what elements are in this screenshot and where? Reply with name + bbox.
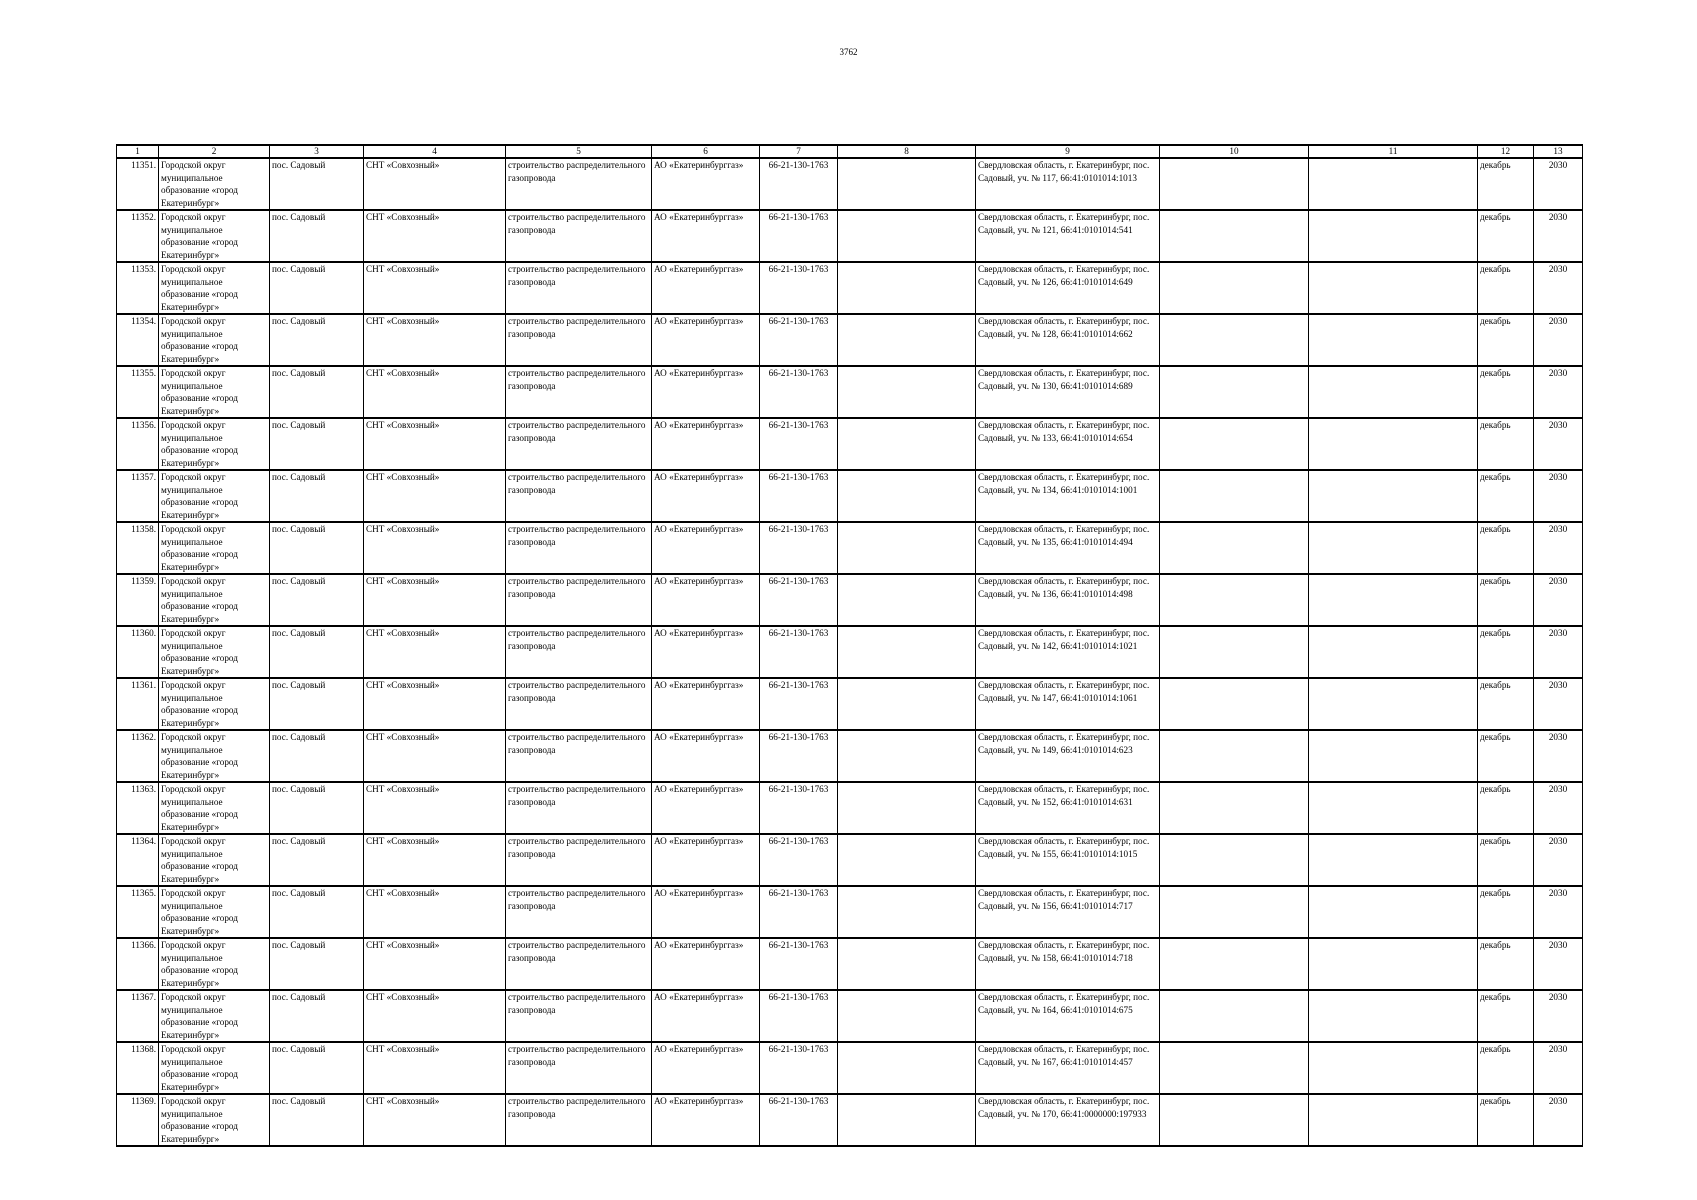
program-code-cell: 66-21-130-1763	[760, 418, 838, 470]
table-row	[117, 262, 1583, 314]
registry-table	[116, 144, 1583, 1147]
column-header: 12	[1478, 145, 1534, 158]
organization-cell: АО «Екатеринбурггаз»	[652, 1042, 760, 1094]
column-8-cell	[838, 782, 976, 834]
work-type-cell: строительство распределительного газопровода	[506, 470, 652, 522]
year-cell: 2030	[1534, 834, 1583, 886]
column-8-cell	[838, 730, 976, 782]
row-number-cell: 11360.	[117, 626, 159, 678]
month-cell: декабрь	[1478, 730, 1534, 782]
row-number-cell: 11357.	[117, 470, 159, 522]
year-cell: 2030	[1534, 366, 1583, 418]
month-cell: декабрь	[1478, 418, 1534, 470]
year-cell: 2030	[1534, 990, 1583, 1042]
column-10-cell	[1160, 990, 1309, 1042]
year-cell: 2030	[1534, 470, 1583, 522]
column-10-cell	[1160, 158, 1309, 210]
year-cell: 2030	[1534, 782, 1583, 834]
row-number-cell: 11354.	[117, 314, 159, 366]
row-number-cell: 11352.	[117, 210, 159, 262]
column-header: 8	[838, 145, 976, 158]
object-cell: СНТ «Совхозный»	[364, 470, 506, 522]
object-cell: СНТ «Совхозный»	[364, 990, 506, 1042]
program-code-cell: 66-21-130-1763	[760, 938, 838, 990]
program-code-cell: 66-21-130-1763	[760, 470, 838, 522]
municipality-cell: Городской округ муниципальное образование «город Екатеринбург»	[159, 366, 270, 418]
column-8-cell	[838, 418, 976, 470]
settlement-cell: пос. Садовый	[270, 314, 364, 366]
work-type-cell: строительство распределительного газопровода	[506, 1042, 652, 1094]
table-row	[117, 314, 1583, 366]
work-type-cell: строительство распределительного газопровода	[506, 782, 652, 834]
column-8-cell	[838, 210, 976, 262]
year-cell: 2030	[1534, 1094, 1583, 1146]
municipality-cell: Городской округ муниципальное образование «город Екатеринбург»	[159, 730, 270, 782]
column-8-cell	[838, 990, 976, 1042]
column-header: 5	[506, 145, 652, 158]
column-10-cell	[1160, 730, 1309, 782]
column-8-cell	[838, 522, 976, 574]
column-10-cell	[1160, 1042, 1309, 1094]
municipality-cell: Городской округ муниципальное образование «город Екатеринбург»	[159, 1094, 270, 1146]
object-cell: СНТ «Совхозный»	[364, 262, 506, 314]
settlement-cell: пос. Садовый	[270, 782, 364, 834]
column-header: 1	[117, 145, 159, 158]
settlement-cell: пос. Садовый	[270, 574, 364, 626]
row-number-cell: 11355.	[117, 366, 159, 418]
column-11-cell	[1309, 210, 1478, 262]
column-11-cell	[1309, 782, 1478, 834]
settlement-cell: пос. Садовый	[270, 470, 364, 522]
column-10-cell	[1160, 262, 1309, 314]
row-number-cell: 11367.	[117, 990, 159, 1042]
work-type-cell: строительство распределительного газопровода	[506, 366, 652, 418]
program-code-cell: 66-21-130-1763	[760, 1094, 838, 1146]
column-11-cell	[1309, 366, 1478, 418]
program-code-cell: 66-21-130-1763	[760, 990, 838, 1042]
object-cell: СНТ «Совхозный»	[364, 418, 506, 470]
column-11-cell	[1309, 1042, 1478, 1094]
column-10-cell	[1160, 626, 1309, 678]
column-11-cell	[1309, 678, 1478, 730]
organization-cell: АО «Екатеринбурггаз»	[652, 886, 760, 938]
organization-cell: АО «Екатеринбурггаз»	[652, 314, 760, 366]
program-code-cell: 66-21-130-1763	[760, 626, 838, 678]
address-cell: Свердловская область, г. Екатеринбург, пос. Садовый, уч. № 126, 66:41:0101014:649	[976, 262, 1160, 314]
table-row	[117, 834, 1583, 886]
year-cell: 2030	[1534, 626, 1583, 678]
municipality-cell: Городской округ муниципальное образование «город Екатеринбург»	[159, 834, 270, 886]
program-code-cell: 66-21-130-1763	[760, 1042, 838, 1094]
column-header: 7	[760, 145, 838, 158]
column-10-cell	[1160, 366, 1309, 418]
month-cell: декабрь	[1478, 886, 1534, 938]
settlement-cell: пос. Садовый	[270, 886, 364, 938]
address-cell: Свердловская область, г. Екатеринбург, пос. Садовый, уч. № 134, 66:41:0101014:1001	[976, 470, 1160, 522]
column-8-cell	[838, 886, 976, 938]
column-header: 9	[976, 145, 1160, 158]
object-cell: СНТ «Совхозный»	[364, 1094, 506, 1146]
table-row	[117, 1094, 1583, 1146]
column-11-cell	[1309, 626, 1478, 678]
program-code-cell: 66-21-130-1763	[760, 366, 838, 418]
program-code-cell: 66-21-130-1763	[760, 574, 838, 626]
row-number-cell: 11363.	[117, 782, 159, 834]
work-type-cell: строительство распределительного газопровода	[506, 314, 652, 366]
column-10-cell	[1160, 782, 1309, 834]
address-cell: Свердловская область, г. Екатеринбург, пос. Садовый, уч. № 147, 66:41:0101014:1061	[976, 678, 1160, 730]
column-10-cell	[1160, 314, 1309, 366]
organization-cell: АО «Екатеринбурггаз»	[652, 366, 760, 418]
address-cell: Свердловская область, г. Екатеринбург, пос. Садовый, уч. № 121, 66:41:0101014:541	[976, 210, 1160, 262]
settlement-cell: пос. Садовый	[270, 158, 364, 210]
program-code-cell: 66-21-130-1763	[760, 782, 838, 834]
object-cell: СНТ «Совхозный»	[364, 626, 506, 678]
work-type-cell: строительство распределительного газопровода	[506, 210, 652, 262]
organization-cell: АО «Екатеринбурггаз»	[652, 262, 760, 314]
table-row	[117, 990, 1583, 1042]
column-11-cell	[1309, 1094, 1478, 1146]
row-number-cell: 11353.	[117, 262, 159, 314]
column-8-cell	[838, 938, 976, 990]
settlement-cell: пос. Садовый	[270, 262, 364, 314]
month-cell: декабрь	[1478, 938, 1534, 990]
object-cell: СНТ «Совхозный»	[364, 834, 506, 886]
column-8-cell	[838, 574, 976, 626]
organization-cell: АО «Екатеринбурггаз»	[652, 1094, 760, 1146]
program-code-cell: 66-21-130-1763	[760, 522, 838, 574]
municipality-cell: Городской округ муниципальное образование «город Екатеринбург»	[159, 782, 270, 834]
work-type-cell: строительство распределительного газопровода	[506, 158, 652, 210]
row-number-cell: 11366.	[117, 938, 159, 990]
column-8-cell	[838, 314, 976, 366]
column-8-cell	[838, 1042, 976, 1094]
column-8-cell	[838, 626, 976, 678]
table-body	[117, 158, 1583, 1146]
column-10-cell	[1160, 834, 1309, 886]
organization-cell: АО «Екатеринбурггаз»	[652, 678, 760, 730]
object-cell: СНТ «Совхозный»	[364, 938, 506, 990]
program-code-cell: 66-21-130-1763	[760, 678, 838, 730]
object-cell: СНТ «Совхозный»	[364, 886, 506, 938]
address-cell: Свердловская область, г. Екатеринбург, пос. Садовый, уч. № 128, 66:41:0101014:662	[976, 314, 1160, 366]
work-type-cell: строительство распределительного газопровода	[506, 886, 652, 938]
year-cell: 2030	[1534, 678, 1583, 730]
column-8-cell	[838, 470, 976, 522]
program-code-cell: 66-21-130-1763	[760, 158, 838, 210]
object-cell: СНТ «Совхозный»	[364, 522, 506, 574]
column-11-cell	[1309, 314, 1478, 366]
settlement-cell: пос. Садовый	[270, 1094, 364, 1146]
work-type-cell: строительство распределительного газопровода	[506, 522, 652, 574]
municipality-cell: Городской округ муниципальное образование «город Екатеринбург»	[159, 886, 270, 938]
row-number-cell: 11351.	[117, 158, 159, 210]
column-header: 11	[1309, 145, 1478, 158]
municipality-cell: Городской округ муниципальное образование «город Екатеринбург»	[159, 158, 270, 210]
month-cell: декабрь	[1478, 990, 1534, 1042]
settlement-cell: пос. Садовый	[270, 522, 364, 574]
object-cell: СНТ «Совхозный»	[364, 158, 506, 210]
municipality-cell: Городской округ муниципальное образование «город Екатеринбург»	[159, 262, 270, 314]
column-11-cell	[1309, 470, 1478, 522]
column-header: 10	[1160, 145, 1309, 158]
month-cell: декабрь	[1478, 626, 1534, 678]
address-cell: Свердловская область, г. Екатеринбург, пос. Садовый, уч. № 155, 66:41:0101014:1015	[976, 834, 1160, 886]
column-11-cell	[1309, 262, 1478, 314]
year-cell: 2030	[1534, 522, 1583, 574]
object-cell: СНТ «Совхозный»	[364, 1042, 506, 1094]
settlement-cell: пос. Садовый	[270, 418, 364, 470]
column-11-cell	[1309, 730, 1478, 782]
table-row	[117, 626, 1583, 678]
column-11-cell	[1309, 990, 1478, 1042]
organization-cell: АО «Екатеринбурггаз»	[652, 574, 760, 626]
program-code-cell: 66-21-130-1763	[760, 834, 838, 886]
address-cell: Свердловская область, г. Екатеринбург, пос. Садовый, уч. № 136, 66:41:0101014:498	[976, 574, 1160, 626]
address-cell: Свердловская область, г. Екатеринбург, пос. Садовый, уч. № 170, 66:41:0000000:197933	[976, 1094, 1160, 1146]
work-type-cell: строительство распределительного газопровода	[506, 574, 652, 626]
month-cell: декабрь	[1478, 262, 1534, 314]
address-cell: Свердловская область, г. Екатеринбург, пос. Садовый, уч. № 142, 66:41:0101014:1021	[976, 626, 1160, 678]
column-header: 4	[364, 145, 506, 158]
column-header: 2	[159, 145, 270, 158]
work-type-cell: строительство распределительного газопровода	[506, 938, 652, 990]
address-cell: Свердловская область, г. Екатеринбург, пос. Садовый, уч. № 135, 66:41:0101014:494	[976, 522, 1160, 574]
year-cell: 2030	[1534, 574, 1583, 626]
column-8-cell	[838, 262, 976, 314]
object-cell: СНТ «Совхозный»	[364, 574, 506, 626]
organization-cell: АО «Екатеринбурггаз»	[652, 158, 760, 210]
program-code-cell: 66-21-130-1763	[760, 730, 838, 782]
column-10-cell	[1160, 574, 1309, 626]
address-cell: Свердловская область, г. Екатеринбург, пос. Садовый, уч. № 130, 66:41:0101014:689	[976, 366, 1160, 418]
object-cell: СНТ «Совхозный»	[364, 730, 506, 782]
organization-cell: АО «Екатеринбурггаз»	[652, 834, 760, 886]
address-cell: Свердловская область, г. Екатеринбург, пос. Садовый, уч. № 149, 66:41:0101014:623	[976, 730, 1160, 782]
program-code-cell: 66-21-130-1763	[760, 210, 838, 262]
column-8-cell	[838, 158, 976, 210]
settlement-cell: пос. Садовый	[270, 990, 364, 1042]
month-cell: декабрь	[1478, 574, 1534, 626]
year-cell: 2030	[1534, 730, 1583, 782]
work-type-cell: строительство распределительного газопровода	[506, 1094, 652, 1146]
month-cell: декабрь	[1478, 522, 1534, 574]
table-row	[117, 366, 1583, 418]
row-number-cell: 11369.	[117, 1094, 159, 1146]
settlement-cell: пос. Садовый	[270, 366, 364, 418]
month-cell: декабрь	[1478, 1042, 1534, 1094]
column-8-cell	[838, 678, 976, 730]
organization-cell: АО «Екатеринбурггаз»	[652, 210, 760, 262]
column-header: 13	[1534, 145, 1583, 158]
row-number-cell: 11365.	[117, 886, 159, 938]
row-number-cell: 11356.	[117, 418, 159, 470]
row-number-cell: 11362.	[117, 730, 159, 782]
year-cell: 2030	[1534, 262, 1583, 314]
municipality-cell: Городской округ муниципальное образование «город Екатеринбург»	[159, 522, 270, 574]
table-row	[117, 1042, 1583, 1094]
work-type-cell: строительство распределительного газопровода	[506, 678, 652, 730]
address-cell: Свердловская область, г. Екатеринбург, пос. Садовый, уч. № 167, 66:41:0101014:457	[976, 1042, 1160, 1094]
column-10-cell	[1160, 1094, 1309, 1146]
table-row	[117, 886, 1583, 938]
object-cell: СНТ «Совхозный»	[364, 314, 506, 366]
table-row	[117, 418, 1583, 470]
municipality-cell: Городской округ муниципальное образование «город Екатеринбург»	[159, 990, 270, 1042]
object-cell: СНТ «Совхозный»	[364, 678, 506, 730]
year-cell: 2030	[1534, 1042, 1583, 1094]
municipality-cell: Городской округ муниципальное образование «город Екатеринбург»	[159, 574, 270, 626]
work-type-cell: строительство распределительного газопровода	[506, 626, 652, 678]
column-10-cell	[1160, 210, 1309, 262]
column-11-cell	[1309, 158, 1478, 210]
page-number: 3762	[839, 47, 858, 57]
row-number-cell: 11364.	[117, 834, 159, 886]
municipality-cell: Городской округ муниципальное образование «город Екатеринбург»	[159, 418, 270, 470]
column-11-cell	[1309, 938, 1478, 990]
table-row	[117, 782, 1583, 834]
header-row	[117, 145, 1583, 158]
column-10-cell	[1160, 678, 1309, 730]
organization-cell: АО «Екатеринбурггаз»	[652, 470, 760, 522]
organization-cell: АО «Екатеринбурггаз»	[652, 990, 760, 1042]
organization-cell: АО «Екатеринбурггаз»	[652, 938, 760, 990]
program-code-cell: 66-21-130-1763	[760, 314, 838, 366]
table-row	[117, 574, 1583, 626]
object-cell: СНТ «Совхозный»	[364, 210, 506, 262]
column-8-cell	[838, 834, 976, 886]
month-cell: декабрь	[1478, 834, 1534, 886]
municipality-cell: Городской округ муниципальное образование «город Екатеринбург»	[159, 938, 270, 990]
column-10-cell	[1160, 470, 1309, 522]
work-type-cell: строительство распределительного газопровода	[506, 262, 652, 314]
month-cell: декабрь	[1478, 314, 1534, 366]
municipality-cell: Городской округ муниципальное образование «город Екатеринбург»	[159, 314, 270, 366]
organization-cell: АО «Екатеринбурггаз»	[652, 730, 760, 782]
table-row	[117, 522, 1583, 574]
column-10-cell	[1160, 522, 1309, 574]
address-cell: Свердловская область, г. Екатеринбург, пос. Садовый, уч. № 133, 66:41:0101014:654	[976, 418, 1160, 470]
row-number-cell: 11361.	[117, 678, 159, 730]
row-number-cell: 11359.	[117, 574, 159, 626]
settlement-cell: пос. Садовый	[270, 834, 364, 886]
work-type-cell: строительство распределительного газопровода	[506, 730, 652, 782]
year-cell: 2030	[1534, 158, 1583, 210]
year-cell: 2030	[1534, 210, 1583, 262]
address-cell: Свердловская область, г. Екатеринбург, пос. Садовый, уч. № 156, 66:41:0101014:717	[976, 886, 1160, 938]
work-type-cell: строительство распределительного газопровода	[506, 834, 652, 886]
table-row	[117, 158, 1583, 210]
municipality-cell: Городской округ муниципальное образование «город Екатеринбург»	[159, 1042, 270, 1094]
column-11-cell	[1309, 834, 1478, 886]
municipality-cell: Городской округ муниципальное образование «город Екатеринбург»	[159, 626, 270, 678]
column-10-cell	[1160, 886, 1309, 938]
year-cell: 2030	[1534, 418, 1583, 470]
year-cell: 2030	[1534, 314, 1583, 366]
column-10-cell	[1160, 418, 1309, 470]
settlement-cell: пос. Садовый	[270, 678, 364, 730]
column-11-cell	[1309, 886, 1478, 938]
year-cell: 2030	[1534, 938, 1583, 990]
organization-cell: АО «Екатеринбурггаз»	[652, 782, 760, 834]
object-cell: СНТ «Совхозный»	[364, 366, 506, 418]
month-cell: декабрь	[1478, 470, 1534, 522]
column-11-cell	[1309, 418, 1478, 470]
address-cell: Свердловская область, г. Екатеринбург, пос. Садовый, уч. № 158, 66:41:0101014:718	[976, 938, 1160, 990]
month-cell: декабрь	[1478, 210, 1534, 262]
row-number-cell: 11368.	[117, 1042, 159, 1094]
month-cell: декабрь	[1478, 366, 1534, 418]
organization-cell: АО «Екатеринбурггаз»	[652, 626, 760, 678]
row-number-cell: 11358.	[117, 522, 159, 574]
month-cell: декабрь	[1478, 1094, 1534, 1146]
settlement-cell: пос. Садовый	[270, 210, 364, 262]
settlement-cell: пос. Садовый	[270, 730, 364, 782]
object-cell: СНТ «Совхозный»	[364, 782, 506, 834]
column-8-cell	[838, 366, 976, 418]
program-code-cell: 66-21-130-1763	[760, 886, 838, 938]
address-cell: Свердловская область, г. Екатеринбург, пос. Садовый, уч. № 152, 66:41:0101014:631	[976, 782, 1160, 834]
settlement-cell: пос. Садовый	[270, 626, 364, 678]
table-row	[117, 678, 1583, 730]
column-11-cell	[1309, 522, 1478, 574]
program-code-cell: 66-21-130-1763	[760, 262, 838, 314]
municipality-cell: Городской округ муниципальное образование «город Екатеринбург»	[159, 470, 270, 522]
table-row	[117, 210, 1583, 262]
column-header: 6	[652, 145, 760, 158]
month-cell: декабрь	[1478, 678, 1534, 730]
month-cell: декабрь	[1478, 158, 1534, 210]
work-type-cell: строительство распределительного газопровода	[506, 990, 652, 1042]
settlement-cell: пос. Садовый	[270, 938, 364, 990]
column-header: 3	[270, 145, 364, 158]
table-row	[117, 938, 1583, 990]
table-row	[117, 470, 1583, 522]
work-type-cell: строительство распределительного газопровода	[506, 418, 652, 470]
municipality-cell: Городской округ муниципальное образование «город Екатеринбург»	[159, 210, 270, 262]
month-cell: декабрь	[1478, 782, 1534, 834]
column-8-cell	[838, 1094, 976, 1146]
organization-cell: АО «Екатеринбурггаз»	[652, 522, 760, 574]
settlement-cell: пос. Садовый	[270, 1042, 364, 1094]
municipality-cell: Городской округ муниципальное образование «город Екатеринбург»	[159, 678, 270, 730]
address-cell: Свердловская область, г. Екатеринбург, пос. Садовый, уч. № 117, 66:41:0101014:1013	[976, 158, 1160, 210]
address-cell: Свердловская область, г. Екатеринбург, пос. Садовый, уч. № 164, 66:41:0101014:675	[976, 990, 1160, 1042]
year-cell: 2030	[1534, 886, 1583, 938]
column-11-cell	[1309, 574, 1478, 626]
organization-cell: АО «Екатеринбурггаз»	[652, 418, 760, 470]
table-row	[117, 730, 1583, 782]
column-10-cell	[1160, 938, 1309, 990]
